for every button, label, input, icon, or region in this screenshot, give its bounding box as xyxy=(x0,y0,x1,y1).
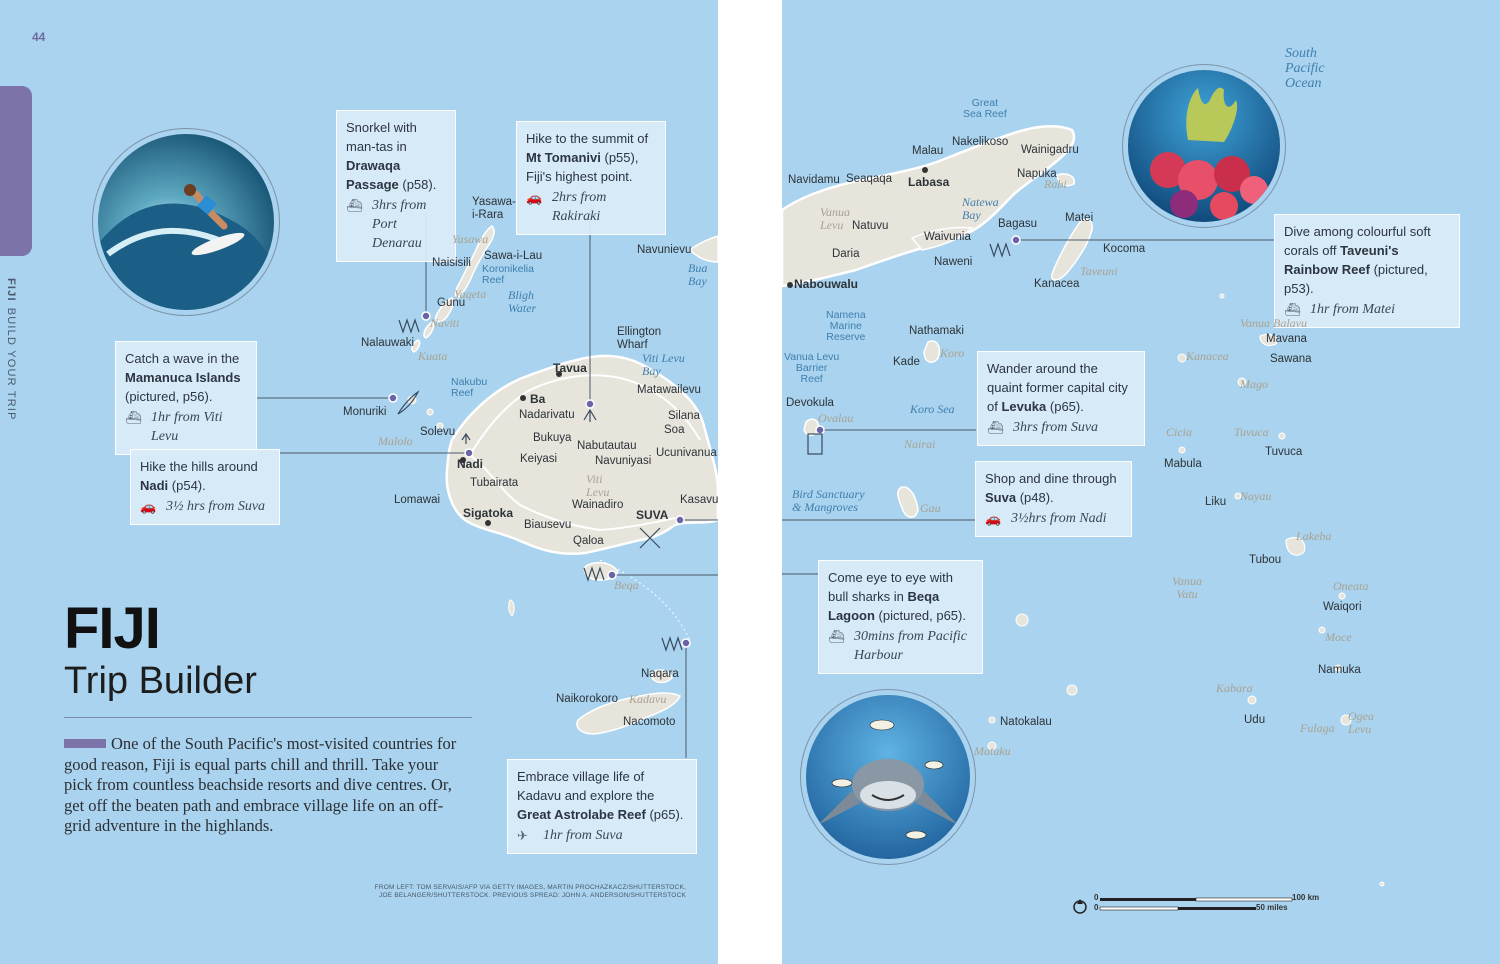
place-ovalau: Ovalau xyxy=(818,411,854,425)
callout-rainbow-reef xyxy=(1274,214,1460,328)
place-matuku: Matuku xyxy=(974,744,1011,758)
place-namena-reserve: Namena Marine Reserve xyxy=(826,309,866,343)
photo-credits xyxy=(300,884,686,899)
callout-rainbow-reef-travel: ⛴ 1hr from Matei xyxy=(1284,302,1396,317)
boat-icon: ⛴ xyxy=(987,420,1004,435)
place-tuvuca: Tuvuca xyxy=(1265,446,1303,458)
section-label xyxy=(5,278,17,438)
place-labasa: Labasa xyxy=(908,175,950,189)
place-koro-sea: Koro Sea xyxy=(910,402,955,416)
scale-km-label: 100 km xyxy=(1292,893,1320,902)
place-naikorokoro: Naikorokoro xyxy=(556,693,618,705)
callout-levuka-text: Wander around the quaint former capital city of Levuka (p65). xyxy=(987,361,1128,414)
callout-nadi-travel: 🚗 3½ hrs from Suva xyxy=(140,499,266,514)
place-navuniyasi: Navuniyasi xyxy=(595,455,652,467)
place-great-sea-reef: Great Sea Reef xyxy=(963,97,1007,120)
callout-beqa xyxy=(818,560,983,674)
place-lomawai: Lomawai xyxy=(394,494,441,506)
callout-mamanuca xyxy=(115,341,257,455)
place-bligh-water: Bligh Water xyxy=(508,288,537,315)
place-kuata: Kuata xyxy=(418,349,448,363)
place-nabouwalu: Nabouwalu xyxy=(794,277,859,291)
place-naviti: Naviti xyxy=(430,316,460,330)
place-ogea-levu: Ogea Levu xyxy=(1348,709,1374,736)
place-oneata: Oneata xyxy=(1333,579,1369,593)
callout-mamanuca-text: Catch a wave in the Mamanuca Islands (pictured, p56). xyxy=(125,351,241,404)
place-yasawa: Yasawa xyxy=(452,232,489,246)
place-tavua: Tavua xyxy=(553,361,587,375)
place-sawa-i-lau: Sawa-i-Lau xyxy=(484,250,543,262)
page-subtitle: Trip Builder xyxy=(64,660,257,702)
callout-astrolabe-text: Embrace village life of Kadavu and explore the Great Astrolabe Reef (p65). xyxy=(517,769,684,822)
callout-drawaqa-travel: ⛴ 3hrs from Port Denarau xyxy=(346,198,427,251)
bull-shark-photo xyxy=(806,695,970,859)
place-daria: Daria xyxy=(832,248,860,260)
car-icon: 🚗 xyxy=(526,190,543,205)
callout-suva xyxy=(975,461,1132,537)
place-kanacea: Kanacea xyxy=(1186,349,1229,363)
place-kasavu: Kasavu xyxy=(680,494,718,506)
place-nabutautau: Nabutautau xyxy=(577,440,637,452)
callout-suva-text: Shop and dine through Suva (p48). xyxy=(985,471,1117,505)
lead-bar xyxy=(64,739,106,748)
place-natuvu: Natuvu xyxy=(852,220,889,232)
place-bird-sanctuary: Bird Sanctuary & Mangroves xyxy=(792,487,865,514)
place-yaqeta: Yaqeta xyxy=(454,287,487,301)
place-bua-bay: Bua Bay xyxy=(688,261,708,288)
section-subtitle: BUILD YOUR TRIP xyxy=(5,307,17,421)
place-kanacea-north: Kanacea xyxy=(1034,278,1080,290)
place-rabi: Rabi xyxy=(1044,177,1067,191)
right-page xyxy=(782,0,1500,964)
place-namuka: Namuka xyxy=(1318,664,1361,676)
car-icon: 🚗 xyxy=(140,499,157,514)
boat-icon: ⛴ xyxy=(1284,302,1301,317)
place-matawailevu: Matawailevu xyxy=(637,384,701,396)
scale-miles-label: 50 miles xyxy=(1256,903,1288,912)
page-title: FIJI xyxy=(64,596,160,661)
callout-nadi-text: Hike the hills around Nadi (p54). xyxy=(140,459,258,493)
place-solevu: Solevu xyxy=(420,426,456,438)
place-tubou: Tubou xyxy=(1249,554,1282,566)
scale-zero-km: 0 xyxy=(1094,893,1099,902)
place-gunu: Gunu xyxy=(437,297,466,309)
place-nalauwaki: Nalauwaki xyxy=(361,337,415,349)
callout-astrolabe-travel: ✈ 1hr from Suva xyxy=(517,828,623,843)
title-divider xyxy=(64,717,472,718)
callout-drawaqa xyxy=(336,110,456,262)
boat-icon: ⛴ xyxy=(828,629,845,644)
callout-tomanivi-text: Hike to the summit of Mt Tomanivi (p55), Fiji's highest point. xyxy=(526,131,649,184)
credits-line-1: FROM LEFT: TOM SERVAIS/AFP VIA GETTY IMAGES, MARTIN PROCHAZKACZ/SHUTTERSTOCK, xyxy=(374,884,686,891)
place-navidamu: Navidamu xyxy=(788,174,840,186)
place-udu: Udu xyxy=(1244,714,1266,726)
place-nakubu-reef: Nakubu Reef xyxy=(451,376,488,399)
place-gau: Gau xyxy=(920,501,941,515)
place-cicia: Cicia xyxy=(1166,425,1192,439)
callout-mamanuca-travel: ⛴ 1hr from Viti Levu xyxy=(125,410,223,444)
place-viti-levu: Viti Levu xyxy=(586,472,610,499)
place-bagasu: Bagasu xyxy=(998,218,1038,230)
place-kadavu: Kadavu xyxy=(629,692,667,706)
place-bukuya: Bukuya xyxy=(533,432,572,444)
left-page xyxy=(0,0,718,964)
place-biausevu: Biausevu xyxy=(524,519,572,531)
place-south-pacific-ocean: South Pacific Ocean xyxy=(1285,46,1325,91)
callout-levuka-travel: ⛴ 3hrs from Suva xyxy=(987,420,1099,435)
place-kabara: Kabara xyxy=(1216,681,1253,695)
place-yasawa-irara: Yasawa- i-Rara xyxy=(472,196,516,221)
place-vanua-balavu: Vanua Balavu xyxy=(1240,316,1307,330)
place-wainigadru: Wainigadru xyxy=(1021,144,1079,156)
place-liku: Liku xyxy=(1205,496,1227,508)
callout-astrolabe xyxy=(507,759,697,854)
place-waivunia: Waivunia xyxy=(924,231,971,243)
place-vanua-levu: Vanua Levu xyxy=(820,205,850,232)
place-nadi: Nadi xyxy=(457,457,484,471)
callout-tomanivi-travel: 🚗 2hrs from Rakiraki xyxy=(526,190,607,224)
place-kade: Kade xyxy=(893,356,920,368)
place-mavana: Mavana xyxy=(1266,333,1307,345)
page-number: 44 xyxy=(32,30,46,44)
place-moce: Moce xyxy=(1325,630,1352,644)
boat-icon: ⛴ xyxy=(125,410,142,425)
callout-rainbow-reef-text: Dive among colourful soft corals off Taveuni's Rainbow Reef (pictured, p53). xyxy=(1284,224,1431,296)
place-naqara: Naqara xyxy=(641,668,679,680)
place-ucunivanua: Ucunivanua xyxy=(656,447,717,459)
place-malolo: Malolo xyxy=(378,434,413,448)
place-monuriki: Monuriki xyxy=(343,406,387,418)
place-fulaga: Fulaga xyxy=(1300,721,1335,735)
place-koronikelia-reef: Koronikelia Reef xyxy=(482,263,534,286)
boat-icon: ⛴ xyxy=(346,198,363,213)
place-nacomoto: Nacomoto xyxy=(623,716,676,728)
place-tubairata: Tubairata xyxy=(470,477,519,489)
callout-levuka xyxy=(977,351,1145,446)
place-devokula: Devokula xyxy=(786,397,834,409)
place-beqa: Beqa xyxy=(614,578,639,592)
place-silana: Silana xyxy=(668,410,700,422)
place-seaqaqa: Seaqaqa xyxy=(846,173,893,185)
place-koro: Koro xyxy=(940,346,965,360)
place-ellington-wharf: Ellington Wharf xyxy=(617,326,662,351)
coral-reef-photo xyxy=(1128,70,1280,222)
place-ba: Ba xyxy=(530,392,546,406)
place-nakelikoso: Nakelikoso xyxy=(952,136,1009,148)
place-navunievu: Navunievu xyxy=(637,244,692,256)
place-malau: Malau xyxy=(912,145,944,157)
car-icon: 🚗 xyxy=(985,511,1002,526)
place-natokalau: Natokalau xyxy=(1000,716,1052,728)
credits-line-2: JOE BELANGER/SHUTTERSTOCK. PREVIOUS SPREAD: JOHN A. ANDERSON/SHUTTERSTOCK xyxy=(379,891,686,899)
place-naisisili: Naisisili xyxy=(432,257,471,269)
place-wainadiro: Wainadiro xyxy=(572,499,624,511)
place-qaloa: Qaloa xyxy=(573,535,604,547)
place-sigatoka: Sigatoka xyxy=(463,506,514,520)
plane-icon: ✈ xyxy=(517,828,528,843)
place-nathamaki: Nathamaki xyxy=(909,325,964,337)
callout-tomanivi xyxy=(516,121,666,235)
place-viti-levu-bay: Viti Levu Bay xyxy=(642,351,685,378)
callout-nadi xyxy=(130,449,280,525)
place-nayau: Nayau xyxy=(1240,489,1272,503)
place-soa: Soa xyxy=(664,424,685,436)
place-suva: SUVA xyxy=(636,508,669,522)
callout-suva-travel: 🚗 3½hrs from Nadi xyxy=(985,511,1107,526)
place-natewa-bay: Natewa Bay xyxy=(962,195,999,222)
place-sawana: Sawana xyxy=(1270,353,1312,365)
place-mago: Mago xyxy=(1240,377,1268,391)
callout-beqa-travel: ⛴ 30mins from Pacific Harbour xyxy=(828,629,968,663)
place-matei: Matei xyxy=(1065,212,1094,224)
place-naweni: Naweni xyxy=(934,256,973,268)
surfer-photo xyxy=(98,134,274,310)
place-vanua-levu-barrier-reef: Vanua Levu Barrier Reef xyxy=(784,351,840,385)
callout-drawaqa-text: Snorkel with man-tas in Drawaqa Passage (p58). xyxy=(346,120,437,192)
callout-beqa-text: Come eye to eye with bull sharks in Beqa Lagoon (pictured, p65). xyxy=(828,570,966,623)
section-tab xyxy=(0,86,32,256)
place-tuvuca-island: Tuvuca xyxy=(1234,425,1269,439)
place-keiyasi: Keiyasi xyxy=(520,453,558,465)
intro-paragraph xyxy=(64,734,464,837)
section-name: FIJI xyxy=(5,278,17,302)
place-taveuni: Taveuni xyxy=(1080,264,1118,278)
intro-text: One of the South Pacific's most-visited countries for good reason, Fiji is equal parts chill and thrill. Take your pick from countless beachside resorts and dive centres. Or, get off the beaten path and embrace village life on an off-grid adventure in the highlands. xyxy=(64,734,457,836)
place-nadarivatu: Nadarivatu xyxy=(519,409,575,421)
place-waiqori: Waiqori xyxy=(1323,601,1362,613)
place-kocoma: Kocoma xyxy=(1103,243,1146,255)
place-nairai: Nairai xyxy=(904,437,936,451)
scale-zero-miles: 0 xyxy=(1094,903,1099,912)
place-napuka: Napuka xyxy=(1017,168,1057,180)
place-vanua-vatu: Vanua Vatu xyxy=(1172,574,1202,601)
place-mabula: Mabula xyxy=(1164,458,1202,470)
place-lakeba: Lakeba xyxy=(1296,529,1332,543)
